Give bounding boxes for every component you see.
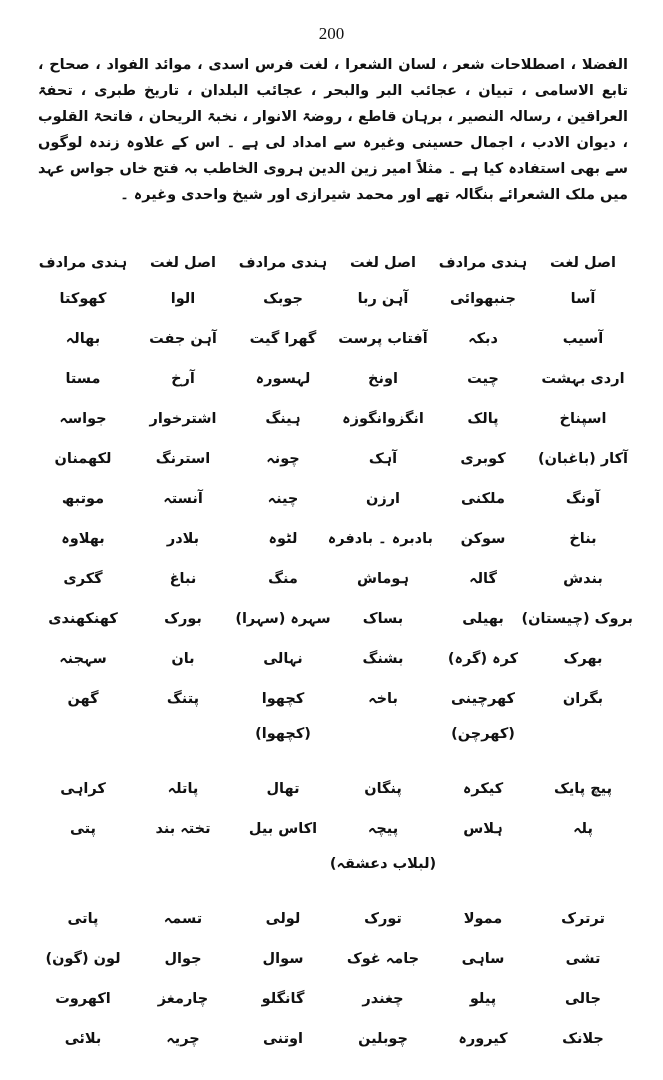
glossary-cell: موتبھ [61,491,105,507]
glossary-cell: ہینگ [265,411,301,427]
glossary-cell: پیلو [469,991,497,1007]
glossary-cell: کھوکتا [59,291,107,307]
glossary-cell: اردی بہشت [541,371,625,387]
glossary-cell: بادبرہ ۔ بادفرہ [327,531,433,547]
glossary-cell: لون (گون) [45,951,121,967]
glossary-cell: استرنگ [155,451,211,467]
glossary-cell: اکھروت [55,991,111,1007]
glossary-header-row [33,247,633,279]
glossary-cell: جامہ غوک [346,951,420,967]
glossary-cell: پنگان [364,781,402,797]
glossary-cell: بشنگ [362,651,404,667]
subnote-cell: (کچھوا) [255,726,311,742]
glossary-row [33,519,633,559]
glossary-cell: اوتنی [262,1031,304,1047]
glossary-row [33,279,633,319]
glossary-row [33,359,633,399]
glossary-cell: کراہی [60,781,106,797]
glossary-section-b [33,769,633,849]
glossary-section-c [33,899,633,1059]
glossary-cell: جوبک [263,291,303,307]
glossary-cell: اونخ [368,371,398,387]
glossary-cell: تسمہ [163,911,203,927]
glossary-row [33,899,633,939]
glossary-cell: کھنکھندی [48,611,118,627]
glossary-cell: پتی [69,821,97,837]
glossary-subnote-row [33,719,633,749]
glossary-cell: پاتی [67,911,99,927]
glossary-cell: ارزن [365,491,401,507]
glossary-cell: ہوماش [356,571,410,587]
column-header: اصل لغت [350,255,416,271]
glossary-row [33,599,633,639]
glossary-cell: پیچ پایک [553,781,613,797]
glossary-cell: بھرک [563,651,603,667]
glossary-cell: مستا [65,371,101,387]
glossary-cell: گانگلو [261,991,305,1007]
glossary-cell: تھال [266,781,300,797]
glossary-cell: اشترخوار [149,411,217,427]
glossary-cell: بگران [562,691,604,707]
glossary-cell: الوا [170,291,196,307]
glossary-cell: انگزوانگوزہ [342,411,424,427]
glossary-row [33,399,633,439]
glossary-cell: اکاس بیل [248,821,318,837]
glossary-cell: کیرورہ [458,1031,508,1047]
glossary-section-a [33,279,633,719]
glossary-row [33,319,633,359]
glossary-cell: سہجنہ [59,651,107,667]
glossary-row [33,479,633,519]
glossary-cell: جواسہ [59,411,107,427]
glossary-cell: لہسورہ [255,371,311,387]
glossary-cell: بندش [563,571,603,587]
glossary-cell: کرہ (گرہ) [447,651,519,667]
glossary-cell: بان [171,651,195,667]
glossary-cell: بساک [362,611,404,627]
glossary-cell: پالک [467,411,499,427]
glossary-cell: کچھوا [261,691,305,707]
glossary-cell: تختہ بند [155,821,211,837]
glossary-cell: لولی [265,911,301,927]
glossary-cell: سوکن [460,531,506,547]
intro-text: الفضلا ، اصطلاحات شعر ، لسان الشعرا ، لغت فرس اسدی ، موائد الفواد ، صحاح ، تابع الاسامی ، تبیان ، عجائب البر والبحر ، عجائب البلدان ، تاریخ طبری ، تحفۃ العراقین ، رسالہ النصیر ، برہان قاطع ، روضۃ الانوار ، نخبۃ الریحان ، فاتحۃ القلوب ، دیوان الادب ، اجمال حسینی وغیرہ سے امداد لی ہے ۔ اس کے علاوہ زندہ لوگوں سے بھی استفادہ کیا ہے ۔ مثلاً امیر زین الدین ہروی الخاطب بہ فتح خاں جواس عہد میں ملک الشعرائے بنگالہ تھے اور محمد شیرازی اور شیخ واحدی وغیرہ ۔ [38,57,628,203]
glossary-cell: چونہ [266,451,300,467]
glossary-cell: آرخ [171,371,195,387]
glossary-cell: سہرہ (سہرا) [235,611,331,627]
glossary-cell: گھن [67,691,99,707]
glossary-cell: سوال [262,951,304,967]
glossary-cell: آفتاب پرست [338,331,428,347]
glossary-row [33,979,633,1019]
glossary-cell: چارمغز [157,991,209,1007]
glossary-cell: آہن ربا [357,291,409,307]
glossary-cell: آسا [570,291,596,307]
glossary-cell: پاتلہ [167,781,199,797]
glossary-cell: لٹوہ [268,531,298,547]
glossary-cell: بلائی [64,1031,102,1047]
intro-paragraph [38,52,628,208]
glossary-row [33,769,633,809]
glossary-row [33,679,633,719]
column-header: ہندی مرادف [238,255,328,271]
glossary-cell: بھالہ [65,331,101,347]
glossary-cell: جوال [164,951,202,967]
glossary-cell: تشی [565,951,601,967]
glossary-cell: ساہی [461,951,505,967]
glossary-cell: پیچہ [367,821,399,837]
glossary-cell: گکری [63,571,103,587]
glossary-cell: جلانک [562,1031,604,1047]
subnote-cell: (کھرچن) [451,726,515,742]
glossary-cell: بورک [164,611,202,627]
glossary-cell: آونگ [565,491,601,507]
glossary-cell: لکھمنان [54,451,112,467]
glossary-note: (لبلاب دعشقہ) [329,856,437,872]
glossary-cell: جالی [564,991,601,1007]
glossary-cell: باخہ [368,691,398,707]
glossary-cell: ملکنی [461,491,505,507]
column-header: ہندی مرادف [438,255,528,271]
glossary-cell: گھرا گیت [249,331,317,347]
page-number: 200 [318,24,345,43]
glossary-cell: گالہ [469,571,497,587]
glossary-cell: اسپناخ [559,411,607,427]
glossary-table [33,247,633,1059]
glossary-cell: منگ [268,571,298,587]
glossary-cell: بروک (چیستان) [521,611,633,627]
glossary-cell: کھرچینی [451,691,515,707]
glossary-row [33,809,633,849]
glossary-cell: چریہ [166,1031,200,1047]
column-header: اصل لغت [150,255,216,271]
glossary-cell: جنبھوائی [449,291,517,307]
glossary-cell: آسیب [562,331,604,347]
glossary-cell: چینہ [267,491,299,507]
glossary-cell: آہک [368,451,398,467]
glossary-cell: کوبری [460,451,506,467]
glossary-cell: چیت [467,371,499,387]
glossary-cell: نہالی [263,651,303,667]
glossary-cell: ہلاس [463,821,503,837]
glossary-cell: بناخ [569,531,597,547]
column-header: اصل لغت [550,255,616,271]
glossary-note-row [33,849,633,879]
glossary-row [33,559,633,599]
glossary-row [33,439,633,479]
glossary-cell: کیکرہ [462,781,504,797]
glossary-cell: آکار (باغبان) [537,451,629,467]
glossary-row [33,639,633,679]
glossary-cell: چوبلین [358,1031,408,1047]
glossary-cell: نباغ [169,571,197,587]
glossary-row [33,1019,633,1059]
glossary-cell: بلادر [166,531,200,547]
glossary-cell: بھلاوہ [61,531,105,547]
glossary-cell: ممولا [463,911,503,927]
glossary-cell: ترترک [561,911,605,927]
glossary-cell: آنستہ [163,491,203,507]
glossary-row [33,939,633,979]
glossary-cell: تورک [364,911,402,927]
glossary-cell: پلہ [573,821,593,837]
column-header: ہندی مرادف [38,255,128,271]
glossary-cell: پتنگ [166,691,200,707]
glossary-cell: دبکہ [468,331,498,347]
glossary-cell: آہن جفت [149,331,217,347]
glossary-cell: بھیلی [462,611,504,627]
glossary-cell: چغندر [362,991,404,1007]
